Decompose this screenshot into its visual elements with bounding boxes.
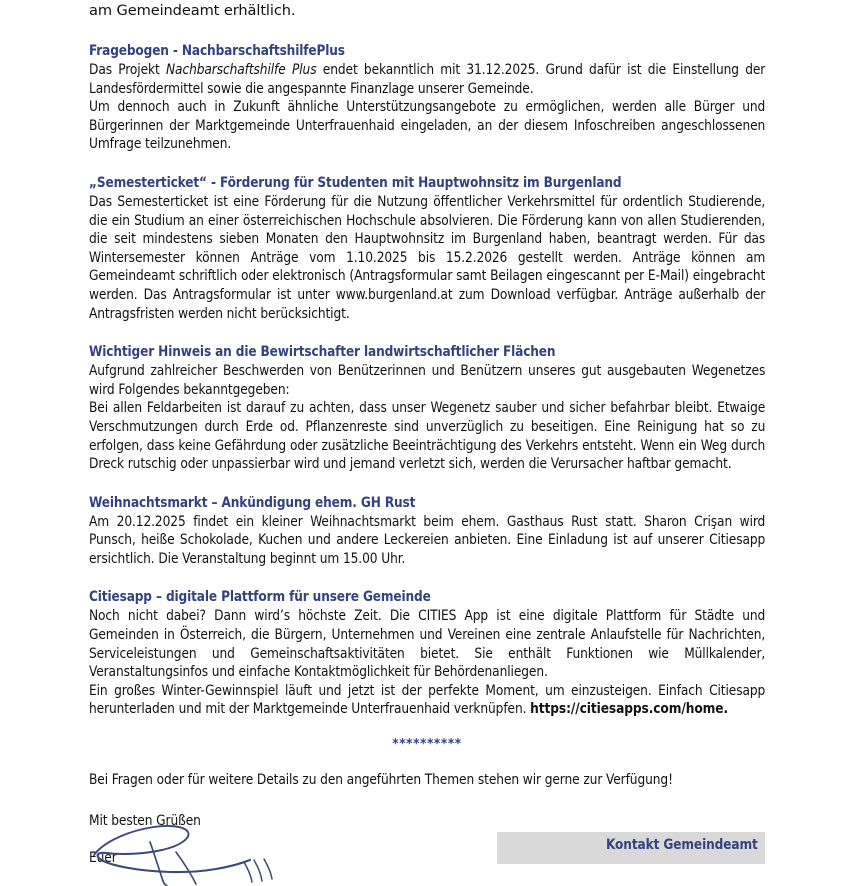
section-wegenetz (89, 343, 765, 474)
closing-questions-line: Bei Fragen oder für weitere Details zu den angeführten Themen stehen wir gerne zur Verfügung! (89, 772, 673, 789)
contact-box-title: Kontakt Gemeindeamt (606, 837, 758, 853)
paragraph-run-text: Das Projekt (89, 62, 167, 78)
paragraph-run-text-tail: endet bekanntlich mit 31.12.2025. Grund dafür ist die Einstellung der Landesfördermittel sowie die angespannte Finanzlage unserer Gemeinde. (89, 62, 766, 97)
paragraph-semesterticket-1: Das Semesterticket ist eine Förderung für die Nutzung öffentlicher Verkehrsmittel für ordentlich Studierende, die ein Studium an einer österreichischen Hochschule absolvieren. Die Förderung kann von allen Studierenden, die seit mindestens sieben Monaten den Hauptwohnsitz im Burgenland haben, beantragt werden. Für das Wintersemester können Anträge vom 1.10.2025 bis 15.2.2026 gestellt werden. Anträge können am Gemeindeamt schriftlich oder elektronisch (Antragsformular samt Beilagen eingescannt per E-Mail) eingebracht werden. Das Antragsformular ist unter www.burgenland.at zum Download verfügbar. Anträge außerhalb der Antragsfristen werden nicht berücksichtigt. (89, 193, 766, 322)
closing-signoff: Euer (89, 850, 117, 867)
section-citiesapp (89, 588, 765, 719)
paragraph-citiesapp-2 (89, 682, 765, 719)
citiesapp-url-link[interactable]: https://citiesapps.com/home. (530, 701, 729, 718)
paragraph-wegenetz-2: Bei allen Feldarbeiten ist darauf zu achten, dass unser Wegenetz sauber und sicher befahrbar bleibt. Etwaige Verschmutzungen durch Erde od. Pflanzenreste sind unverzüglich zu beseitigen. Eine Reinigung hat so zu erfolgen, dass keine Gefährdung oder zusätzliche Beeinträchtigung des Verkehrs entsteht. Wenn ein Weg durch Dreck rutschig oder unpassierbar wird und jemand verletzt sich, werden die Verursacher haftbar gemacht. (89, 400, 766, 473)
paragraph-weihnachtsmarkt-1: Am 20.12.2025 findet ein kleiner Weihnachtsmarkt beim ehem. Gasthaus Rust statt. Sharon Crişan wird Punsch, heiße Schokolade, Kuchen und andere Leckereien anbieten. Eine Einladung ist auf unserer Citiesapp ersichtlich. Die Veranstaltung beginnt um 15.00 Uhr. (89, 513, 766, 567)
section-weihnachtsmarkt (89, 494, 765, 569)
carryover-text-line: am Gemeindeamt erhältlich. (89, 2, 296, 19)
closing-regards: Mit besten Grüßen (89, 812, 201, 829)
section-fragebogen (89, 42, 765, 154)
paragraph-fragebogen-1 (89, 61, 765, 98)
paragraph-fragebogen-2: Um dennoch auch in Zukunft ähnliche Unterstützungsangebote zu ermöglichen, werden alle Bürger und Bürgerinnen der Marktgemeinde Unterfrauenhaid eingeladen, an der diesem Infoschreiben angeschlossenen Umfrage teilzunehmen. (89, 99, 766, 153)
contact-box (497, 832, 765, 864)
paragraph-run-italic: Nachbarschaftshilfe Plus (166, 62, 317, 78)
section-heading-citiesapp: Citiesapp – digitale Plattform für unsere Gemeinde (89, 589, 431, 606)
section-heading-fragebogen: Fragebogen - NachbarschaftshilfePlus (89, 43, 345, 59)
paragraph-run-text: Ein großes Winter-Gewinnspiel läuft und jetzt ist der perfekte Moment, um einzusteigen. Einfach Citiesapp herunterladen und mit der Marktgemeinde Unterfrauenhaid verknüpfen. (89, 682, 766, 718)
section-semesterticket (89, 174, 765, 323)
section-heading-semesterticket: „Semesterticket“ - Förderung für Studenten mit Hauptwohnsitz im Burgenland (89, 174, 622, 191)
paragraph-citiesapp-1: Noch nicht dabei? Dann wird’s höchste Zeit. Die CITIES App ist eine digitale Plattform für Städte und Gemeinden in Österreich, die Bürgern, Unternehmen und Vereinen eine zentrale Anlaufstelle für Nachrichten, Serviceleistungen und Gemeinschaftsaktivitäten bietet. Sie enthält Funktionen wie Müllkalender, Veranstaltungsinfos und einfache Kontaktmöglichkeit für Behördenanliegen. (89, 608, 766, 681)
section-heading-wegenetz: Wichtiger Hinweis an die Bewirtschafter landwirtschaftlicher Flächen (89, 344, 556, 361)
section-heading-weihnachtsmarkt: Weihnachtsmarkt – Ankündigung ehem. GH Rust (89, 494, 416, 511)
paragraph-wegenetz-1: Aufgrund zahlreicher Beschwerden von Benützerinnen und Benützern unseres gut ausgebauten Wegenetzes wird Folgendes bekanntgegeben: (89, 363, 766, 398)
asterisk-divider: ********** (392, 736, 462, 753)
